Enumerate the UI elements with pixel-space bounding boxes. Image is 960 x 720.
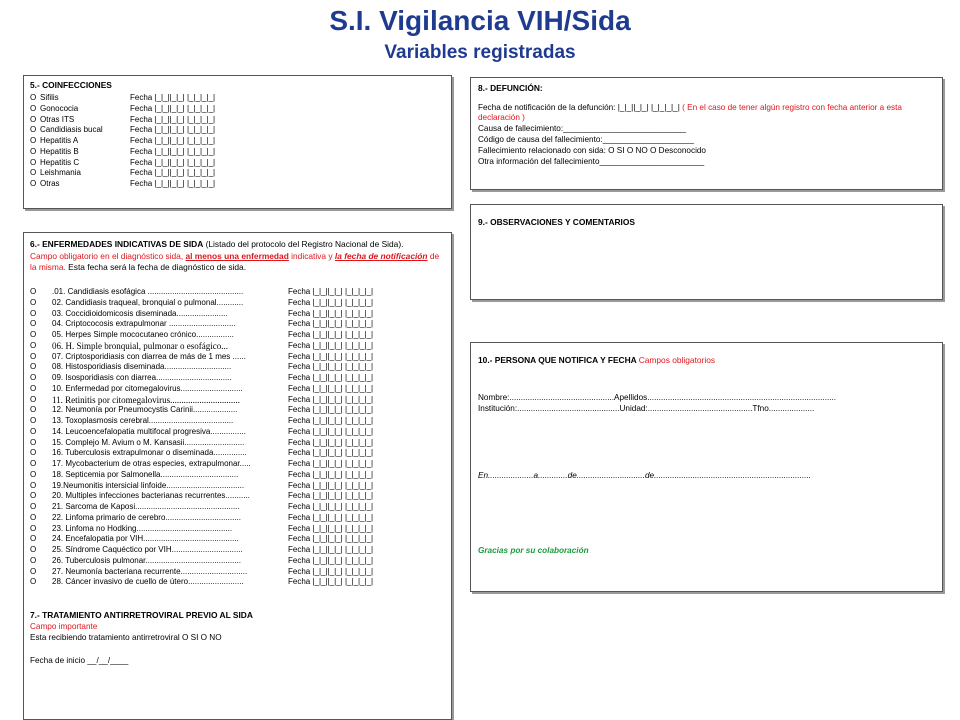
defuncion-fecha: Fecha de notificación de la defunción: |_|_||_|_| |_|_|_|_| (478, 103, 680, 112)
enfermedad-row (30, 330, 445, 341)
section-7-campo: Campo importante (30, 622, 98, 631)
note-black-tail: Esta fecha será la fecha de diagnóstico de sida. (65, 262, 247, 272)
radio-option-icon[interactable]: O (30, 146, 37, 156)
radio-option-icon[interactable]: O (30, 340, 37, 350)
enfermedad-label: 12. Neumonía por Pneumocystis Carinii.................... (52, 405, 238, 415)
gracias-text: Gracias por su colaboración (478, 546, 589, 555)
enfermedad-row (30, 491, 445, 502)
note-red-e: de la misma. (30, 251, 440, 272)
radio-option-icon[interactable]: O (30, 469, 37, 479)
enfermedad-row (30, 405, 445, 416)
section-6-subtitle: (Listado del protocolo del Registro Nacional de Sida). (203, 239, 404, 249)
enfermedad-label: 28. Cáncer invasivo de cuello de útero......................... (52, 577, 244, 587)
section-6-title: 6.- ENFERMEDADES INDICATIVAS DE SIDA (30, 239, 204, 249)
enfermedad-row (30, 341, 445, 352)
coinfeccion-row (30, 136, 445, 147)
radio-option-icon[interactable]: O (30, 373, 37, 382)
enfermedad-label: 16. Tuberculosis extrapulmonar o diseminada............... (52, 448, 247, 458)
coinfeccion-row (30, 179, 445, 190)
enfermedad-fecha-field[interactable]: Fecha |_|_||_|_| |_|_|_|_| (288, 555, 374, 565)
radio-option-icon[interactable]: O (30, 394, 37, 404)
radio-option-icon[interactable]: O (30, 168, 37, 178)
section-observaciones (470, 204, 943, 300)
coinfeccion-label: Otras (40, 179, 60, 188)
enfermedad-label: 04. Criptococosis extrapulmonar .............................. (52, 319, 236, 329)
enfermedad-label: 02. Candidiasis traqueal, bronquial o pulmonal............ (52, 297, 244, 307)
enfermedad-row (30, 481, 445, 492)
enfermedad-label: 26. Tuberculosis pulmonar........................................... (52, 555, 241, 565)
enfermedad-label: 24. Encefalopatia por VIH........................................... (52, 534, 239, 544)
enfermedad-label: 22. Linfoma primario de cerebro.................................. (52, 512, 241, 522)
enfermedad-row (30, 373, 445, 384)
coinfeccion-row (30, 147, 445, 158)
enfermedad-label: 09. Isosporidiasis con diarrea.................................. (52, 373, 232, 382)
notifica-institucion: Institución:.............................................Unidad:..............................................Tfno.................... (478, 404, 815, 413)
defuncion-fecha-block (478, 103, 935, 123)
radio-option-icon[interactable]: O (30, 480, 37, 490)
section-coinfecciones (23, 75, 452, 209)
coinfeccion-row (30, 93, 445, 104)
enfermedad-label: 20. Multiples infecciones bacterianas recurrentes........... (52, 491, 250, 501)
enfermedad-fecha-field[interactable]: Fecha |_|_||_|_| |_|_|_|_| (288, 416, 374, 425)
enfermedad-fecha-field[interactable]: Fecha |_|_||_|_| |_|_|_|_| (288, 502, 374, 511)
enfermedad-label: 10. Enfermedad por citomegalovirus............................ (52, 383, 243, 393)
enfermedad-row (30, 395, 445, 406)
enfermedad-fecha-field[interactable]: Fecha |_|_||_|_| |_|_|_|_| (288, 480, 374, 490)
section-10-heading (478, 355, 935, 366)
enfermedad-row (30, 545, 445, 556)
enfermedad-label: 13. Toxoplasmosis cerebral...................................... (52, 416, 234, 425)
coinfeccion-fecha-field[interactable]: Fecha |_|_||_|_| |_|_|_|_| (130, 146, 216, 156)
radio-option-icon[interactable]: O (30, 512, 37, 522)
enfermedad-fecha-field[interactable]: Fecha |_|_||_|_| |_|_|_|_| (288, 523, 374, 533)
radio-option-icon[interactable]: O (30, 103, 37, 113)
enfermedad-fecha-field[interactable]: Fecha |_|_||_|_| |_|_|_|_| (288, 394, 374, 404)
enfermedad-fecha-field[interactable]: Fecha |_|_||_|_| |_|_|_|_| (288, 577, 374, 587)
radio-option-icon[interactable]: O (30, 93, 37, 102)
coinfecciones-list (30, 93, 445, 190)
radio-option-icon[interactable]: O (30, 491, 37, 501)
page-subtitle: Variables registradas (384, 42, 576, 63)
enfermedad-row (30, 319, 445, 330)
enfermedad-label: 14. Leucoencefalopatia multifocal progresiva................ (52, 426, 246, 436)
enfermedad-label: 19.Neumonitis intersicial linfoide................................... (52, 480, 245, 490)
coinfeccion-fecha-field[interactable]: Fecha |_|_||_|_| |_|_|_|_| (130, 114, 216, 124)
enfermedad-row (30, 513, 445, 524)
radio-option-icon[interactable]: O (30, 297, 37, 307)
section-7-fecha-inicio: Fecha de inicio __/__/____ (30, 656, 129, 665)
coinfeccion-row (30, 104, 445, 115)
enfermedad-fecha-field[interactable]: Fecha |_|_||_|_| |_|_|_|_| (288, 469, 374, 479)
coinfeccion-label: Candidiasis bucal (40, 125, 103, 135)
enfermedad-label: 21. Sarcoma de Kaposi............................................... (52, 502, 240, 511)
radio-option-icon[interactable]: O (30, 319, 37, 329)
radio-option-icon[interactable]: O (30, 157, 37, 167)
enfermedad-fecha-field[interactable]: Fecha |_|_||_|_| |_|_|_|_| (288, 437, 374, 447)
coinfeccion-fecha-field[interactable]: Fecha |_|_||_|_| |_|_|_|_| (130, 103, 216, 113)
coinfeccion-row (30, 115, 445, 126)
radio-option-icon[interactable]: O (30, 114, 37, 124)
enfermedad-row (30, 577, 445, 588)
coinfeccion-row (30, 158, 445, 169)
enfermedad-row (30, 427, 445, 438)
coinfeccion-fecha-field[interactable]: Fecha |_|_||_|_| |_|_|_|_| (130, 157, 216, 167)
note-red-b: al menos una enfermedad (185, 251, 289, 261)
enfermedad-fecha-field[interactable]: Fecha |_|_||_|_| |_|_|_|_| (288, 287, 374, 296)
enfermedad-fecha-field[interactable]: Fecha |_|_||_|_| |_|_|_|_| (288, 512, 374, 522)
enfermedad-label: 05. Herpes Simple mococutaneo crónico................. (52, 330, 234, 339)
coinfeccion-fecha-field[interactable]: Fecha |_|_||_|_| |_|_|_|_| (130, 136, 216, 145)
enfermedad-row (30, 459, 445, 470)
radio-option-icon[interactable]: O (30, 566, 37, 576)
enfermedad-row (30, 448, 445, 459)
section-6-note (30, 251, 445, 273)
enfermedad-row (30, 556, 445, 567)
enfermedad-row (30, 298, 445, 309)
defuncion-causa: Causa de fallecimiento:___________________________ (478, 124, 687, 133)
coinfeccion-label: Sifilis (40, 93, 59, 102)
enfermedad-row (30, 352, 445, 363)
enfermedad-label: 23. Linfoma no Hodking........................................... (52, 523, 233, 533)
radio-option-icon[interactable]: O (30, 125, 37, 135)
section-7-pregunta: Esta recibiendo tratamiento antirretroviral O SI O NO (30, 633, 222, 642)
radio-option-icon[interactable]: O (30, 459, 37, 468)
enfermedad-row (30, 502, 445, 513)
enfermedad-row (30, 362, 445, 373)
notifica-en-fecha: En....................a.............de..............................de..................................................................... (478, 471, 812, 480)
enfermedad-label: 27. Neumonía bacteriana recurrente.............................. (52, 566, 248, 576)
section-7 (30, 610, 445, 666)
enfermedad-label: 25. Síndrome Caquéctico por VIH................................ (52, 545, 243, 554)
enfermedad-fecha-field[interactable]: Fecha |_|_||_|_| |_|_|_|_| (288, 491, 374, 501)
enfermedad-fecha-field[interactable]: Fecha |_|_||_|_| |_|_|_|_| (288, 426, 374, 436)
enfermedad-fecha-field[interactable]: Fecha |_|_||_|_| |_|_|_|_| (288, 351, 374, 361)
enfermedad-row (30, 416, 445, 427)
enfermedad-fecha-field[interactable]: Fecha |_|_||_|_| |_|_|_|_| (288, 534, 374, 544)
enfermedad-fecha-field[interactable]: Fecha |_|_||_|_| |_|_|_|_| (288, 340, 374, 350)
radio-option-icon[interactable]: O (30, 426, 37, 436)
enfermedad-row (30, 470, 445, 481)
enfermedad-row (30, 524, 445, 535)
radio-option-icon[interactable]: O (30, 362, 37, 372)
notifica-nombre: Nombre:..............................................Apellidos................................................................................... (478, 393, 837, 402)
coinfeccion-label: Hepatitis A (40, 136, 79, 145)
enfermedad-label: .01. Candidiasis esofágica ........................................... (52, 287, 244, 296)
enfermedad-label: 18. Septicemia por Salmonella................................... (52, 469, 239, 479)
enfermedad-label: 07. Criptosporidiasis con diarrea de más de 1 mes ...... (52, 351, 246, 361)
enfermedad-label: 03. Coccidioidomicosis diseminada....................... (52, 308, 228, 318)
enfermedad-row (30, 534, 445, 545)
radio-option-icon[interactable]: O (30, 383, 37, 393)
enfermedad-fecha-field[interactable]: Fecha |_|_||_|_| |_|_|_|_| (288, 330, 374, 339)
enfermedades-list (30, 287, 445, 588)
radio-option-icon[interactable]: O (30, 555, 37, 565)
radio-option-icon[interactable]: O (30, 534, 37, 544)
section-6-heading (30, 239, 445, 250)
defuncion-codigo: Código de causa del fallecimiento:____________________ (478, 135, 694, 144)
enfermedad-fecha-field[interactable]: Fecha |_|_||_|_| |_|_|_|_| (288, 566, 374, 576)
section-10-obligatorios: Campos obligatorios (638, 355, 716, 365)
radio-option-icon[interactable]: O (30, 502, 37, 511)
coinfeccion-fecha-field[interactable]: Fecha |_|_||_|_| |_|_|_|_| (130, 179, 216, 188)
coinfeccion-fecha-field[interactable]: Fecha |_|_||_|_| |_|_|_|_| (130, 168, 216, 178)
enfermedad-fecha-field[interactable]: Fecha |_|_||_|_| |_|_|_|_| (288, 383, 374, 393)
enfermedad-label: 11. Retinitis por citomegalovirus............................... (52, 394, 240, 405)
radio-option-icon[interactable]: O (30, 437, 37, 447)
coinfeccion-fecha-field[interactable]: Fecha |_|_||_|_| |_|_|_|_| (130, 93, 216, 102)
defuncion-nota: ( En el caso de tener algún registro con fecha anterior a esta declaración ) (478, 103, 902, 122)
enfermedad-row (30, 438, 445, 449)
section-5-title: 5.- COINFECCIONES (30, 80, 112, 90)
section-8-title: 8.- DEFUNCIÓN: (478, 83, 543, 93)
radio-option-icon[interactable]: O (30, 330, 37, 339)
enfermedad-row (30, 384, 445, 395)
enfermedad-row (30, 567, 445, 578)
enfermedad-fecha-field[interactable]: Fecha |_|_||_|_| |_|_|_|_| (288, 362, 374, 372)
section-defuncion (470, 77, 943, 190)
coinfeccion-label: Hepatitis C (40, 157, 80, 167)
coinfeccion-label: Otras ITS (40, 114, 75, 124)
section-persona-notifica (470, 342, 943, 592)
enfermedad-fecha-field[interactable]: Fecha |_|_||_|_| |_|_|_|_| (288, 448, 374, 458)
enfermedad-fecha-field[interactable]: Fecha |_|_||_|_| |_|_|_|_| (288, 319, 374, 329)
radio-option-icon[interactable]: O (30, 577, 37, 587)
radio-option-icon[interactable]: O (30, 405, 37, 415)
coinfeccion-label: Gonococia (40, 103, 79, 113)
radio-option-icon[interactable]: O (30, 448, 37, 458)
enfermedad-fecha-field[interactable]: Fecha |_|_||_|_| |_|_|_|_| (288, 308, 374, 318)
enfermedad-fecha-field[interactable]: Fecha |_|_||_|_| |_|_|_|_| (288, 373, 374, 382)
coinfeccion-row (30, 125, 445, 136)
enfermedad-fecha-field[interactable]: Fecha |_|_||_|_| |_|_|_|_| (288, 405, 374, 415)
note-red-c: indicativa y (288, 251, 335, 261)
coinfeccion-row (30, 168, 445, 179)
enfermedad-fecha-field[interactable]: Fecha |_|_||_|_| |_|_|_|_| (288, 459, 374, 468)
coinfeccion-label: Leishmania (40, 168, 81, 178)
coinfeccion-label: Hepatitis B (40, 146, 79, 156)
enfermedad-row (30, 309, 445, 320)
enfermedad-fecha-field[interactable]: Fecha |_|_||_|_| |_|_|_|_| (288, 545, 374, 554)
section-10-title: 10.- PERSONA QUE NOTIFICA Y FECHA (478, 355, 637, 365)
note-red-a: Campo obligatorio en el diagnóstico sida, (30, 251, 186, 261)
note-red-d: la fecha de notificación (334, 251, 428, 261)
enfermedad-label: 17. Mycobacterium de otras especies, extrapulmonar..... (52, 459, 251, 468)
section-enfermedades-indicativas (23, 232, 452, 720)
coinfeccion-fecha-field[interactable]: Fecha |_|_||_|_| |_|_|_|_| (130, 125, 216, 135)
enfermedad-label: 06. H. Simple bronquial, pulmonar o esofágico... (52, 340, 228, 351)
enfermedad-row (30, 287, 445, 298)
radio-option-icon[interactable]: O (30, 287, 37, 296)
radio-option-icon[interactable]: O (30, 179, 37, 188)
enfermedad-label: 15. Complejo M. Avium o M. Kansasii........................... (52, 437, 245, 447)
radio-option-icon[interactable]: O (30, 545, 37, 554)
radio-option-icon[interactable]: O (30, 416, 37, 425)
defuncion-otra: Otra información del fallecimiento_______________________ (478, 157, 705, 166)
section-9-title: 9.- OBSERVACIONES Y COMENTARIOS (478, 217, 635, 227)
radio-option-icon[interactable]: O (30, 351, 37, 361)
defuncion-relacionado: Fallecimiento relacionado con sida: O SI O NO O Desconocido (478, 146, 706, 155)
radio-option-icon[interactable]: O (30, 523, 37, 533)
radio-option-icon[interactable]: O (30, 308, 37, 318)
radio-option-icon[interactable]: O (30, 136, 37, 145)
enfermedad-fecha-field[interactable]: Fecha |_|_||_|_| |_|_|_|_| (288, 297, 374, 307)
page-title: S.I. Vigilancia VIH/Sida (329, 5, 631, 36)
enfermedad-label: 08. Histosporidiasis diseminada.............................. (52, 362, 232, 372)
section-7-title: 7.- TRATAMIENTO ANTIRRETROVIRAL PREVIO AL SIDA (30, 610, 253, 620)
